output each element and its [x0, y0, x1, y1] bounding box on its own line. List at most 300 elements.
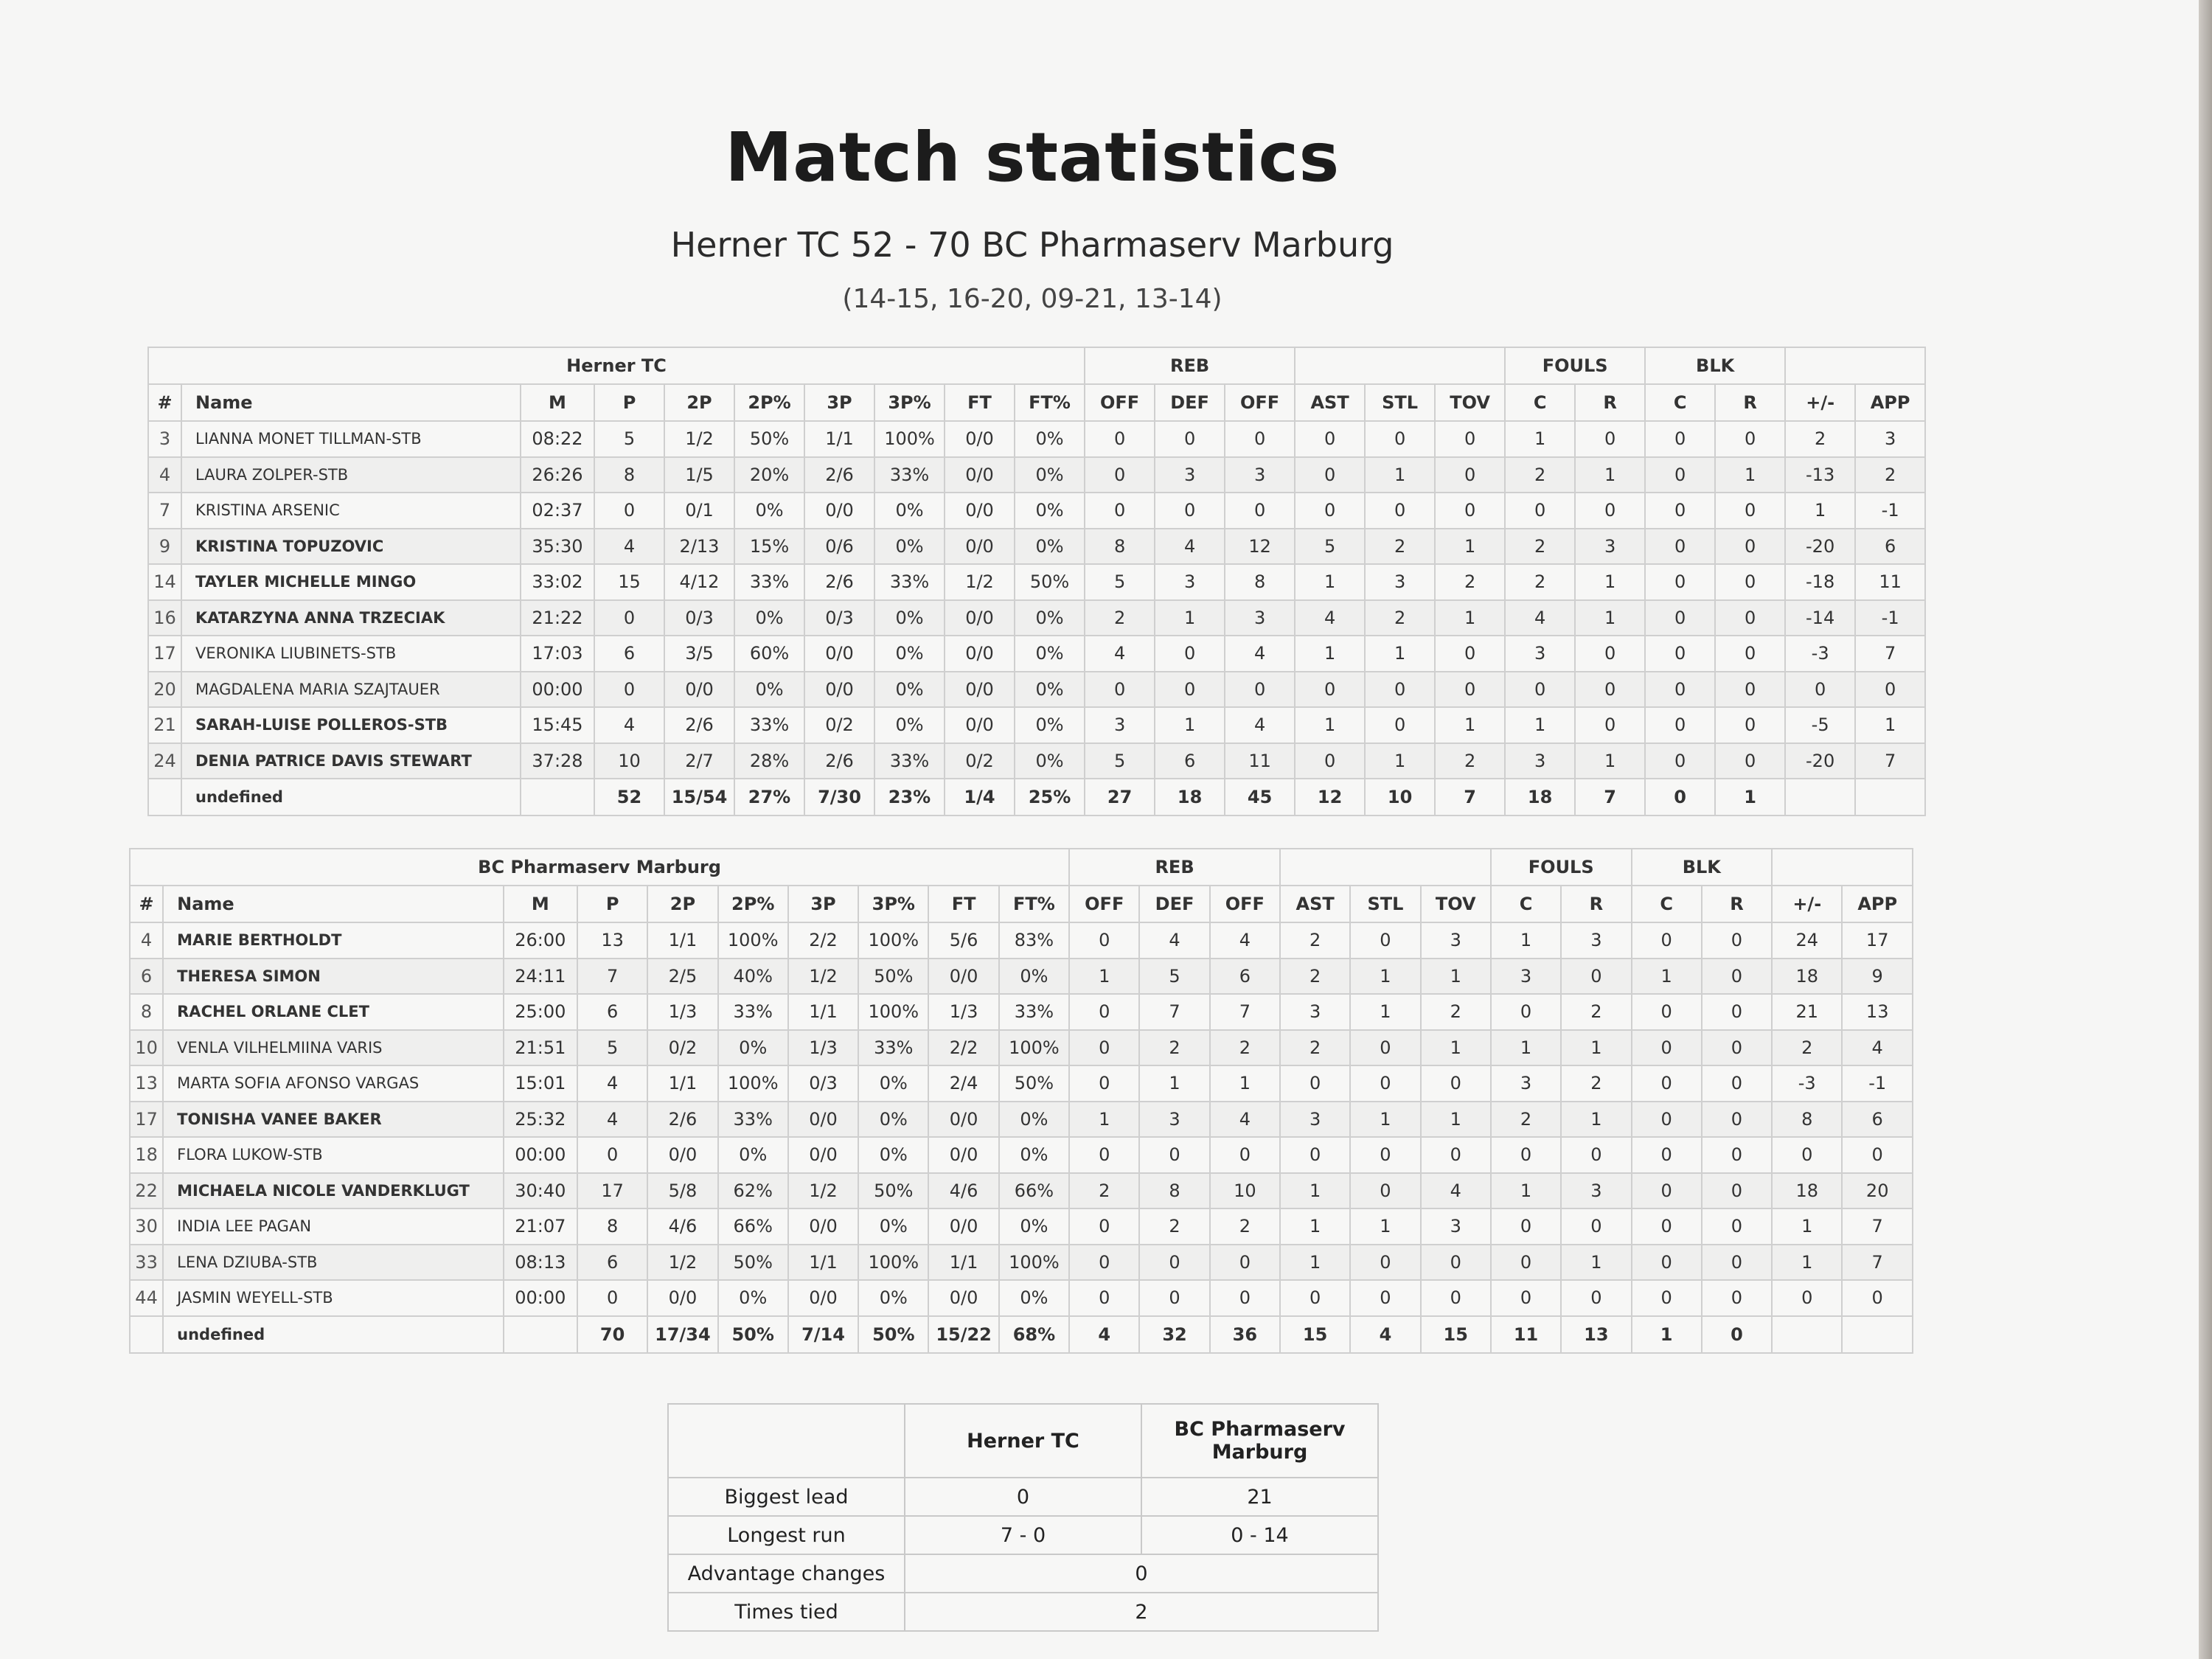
- total-tov: 7: [1435, 779, 1505, 815]
- cell-points: 5: [594, 421, 664, 457]
- column-header-3p-pct: 3P%: [874, 384, 945, 421]
- cell-plus-minus: 18: [1772, 1173, 1842, 1209]
- group-label-fouls: FOULS: [1491, 849, 1632, 886]
- cell-points: 13: [577, 922, 647, 959]
- match-summary-table: [667, 1403, 1379, 1632]
- cell-2p: 1/2: [647, 1245, 717, 1281]
- cell-stl: 0: [1350, 1065, 1420, 1102]
- cell-minutes: 21:22: [521, 600, 594, 636]
- cell-tov: 3: [1421, 922, 1491, 959]
- cell-ft: 0/0: [945, 707, 1015, 743]
- cell-points: 8: [577, 1208, 647, 1245]
- cell-3p-pct: 0%: [858, 1065, 928, 1102]
- cell-2p: 4/12: [664, 564, 734, 600]
- cell-points: 5: [577, 1030, 647, 1066]
- cell-num: 17: [148, 636, 181, 672]
- cell-3p-pct: 50%: [858, 1173, 928, 1209]
- player-row: [148, 421, 1925, 457]
- total-2p: 17/34: [647, 1316, 717, 1353]
- cell-plus-minus: 21: [1772, 994, 1842, 1030]
- group-label-reb: REB: [1069, 849, 1280, 886]
- cell-minutes: 26:00: [504, 922, 577, 959]
- cell-tov: 0: [1435, 672, 1505, 708]
- cell-reb-total: 4: [1225, 636, 1295, 672]
- cell-reb-def: 3: [1139, 1102, 1209, 1138]
- cell-name: KRISTINA ARSENIC: [181, 493, 521, 529]
- cell-fouls-c: 0: [1505, 493, 1575, 529]
- cell-reb-def: 0: [1155, 493, 1225, 529]
- cell-num: 7: [148, 493, 181, 529]
- cell-plus-minus: 0: [1772, 1137, 1842, 1173]
- cell-blk-c: 0: [1645, 707, 1715, 743]
- cell-3p-pct: 0%: [874, 493, 945, 529]
- cell-stl: 0: [1350, 1030, 1420, 1066]
- cell-blk-c: 0: [1632, 1102, 1702, 1138]
- cell-reb-total: 2: [1210, 1030, 1280, 1066]
- total-num: [148, 779, 181, 815]
- cell-fouls-c: 2: [1505, 457, 1575, 493]
- group-header-row: [130, 849, 1913, 886]
- column-header-ast: AST: [1295, 384, 1365, 421]
- cell-reb-def: 4: [1155, 529, 1225, 565]
- cell-fouls-r: 1: [1561, 1245, 1631, 1281]
- cell-ft-pct: 83%: [999, 922, 1069, 959]
- cell-ast: 3: [1280, 994, 1350, 1030]
- cell-minutes: 25:32: [504, 1102, 577, 1138]
- cell-blk-r: 0: [1715, 493, 1785, 529]
- cell-reb-off: 0: [1069, 1280, 1139, 1316]
- cell-app: 7: [1855, 636, 1925, 672]
- group-spacer: [1280, 849, 1491, 886]
- player-row: [148, 457, 1925, 493]
- cell-ast: 5: [1295, 529, 1365, 565]
- column-header-blk-r: R: [1702, 886, 1772, 922]
- cell-3p: 0/0: [788, 1137, 858, 1173]
- cell-fouls-r: 0: [1561, 959, 1631, 995]
- cell-stl: 0: [1365, 493, 1435, 529]
- player-row: [130, 994, 1913, 1030]
- page-title: Match statistics: [725, 118, 1340, 197]
- cell-2p-pct: 0%: [718, 1137, 788, 1173]
- cell-stl: 2: [1365, 529, 1435, 565]
- cell-reb-off: 0: [1069, 1245, 1139, 1281]
- cell-points: 0: [577, 1280, 647, 1316]
- cell-stl: 2: [1365, 600, 1435, 636]
- cell-2p-pct: 0%: [718, 1280, 788, 1316]
- player-row: [148, 743, 1925, 779]
- cell-minutes: 25:00: [504, 994, 577, 1030]
- cell-points: 6: [577, 994, 647, 1030]
- cell-num: 24: [148, 743, 181, 779]
- cell-app: 3: [1855, 421, 1925, 457]
- cell-3p-pct: 0%: [874, 600, 945, 636]
- cell-name: FLORA LUKOW-STB: [163, 1137, 504, 1173]
- cell-ft-pct: 0%: [999, 959, 1069, 995]
- cell-reb-off: 0: [1085, 493, 1155, 529]
- cell-3p: 1/1: [788, 1245, 858, 1281]
- cell-3p: 0/2: [804, 707, 874, 743]
- cell-stl: 1: [1350, 1102, 1420, 1138]
- cell-3p-pct: 0%: [858, 1208, 928, 1245]
- cell-2p-pct: 100%: [718, 922, 788, 959]
- cell-tov: 1: [1421, 1030, 1491, 1066]
- cell-fouls-r: 3: [1575, 529, 1645, 565]
- column-header-minutes: M: [504, 886, 577, 922]
- cell-ft-pct: 100%: [999, 1245, 1069, 1281]
- cell-minutes: 02:37: [521, 493, 594, 529]
- cell-fouls-c: 2: [1491, 1102, 1561, 1138]
- cell-ast: 0: [1295, 457, 1365, 493]
- cell-reb-total: 2: [1210, 1208, 1280, 1245]
- cell-minutes: 00:00: [521, 672, 594, 708]
- cell-2p: 1/1: [647, 1065, 717, 1102]
- player-row: [148, 672, 1925, 708]
- column-header-ft-pct: FT%: [999, 886, 1069, 922]
- column-header-blk-r: R: [1715, 384, 1785, 421]
- cell-reb-total: 12: [1225, 529, 1295, 565]
- cell-reb-total: 1: [1210, 1065, 1280, 1102]
- cell-ft: 0/0: [945, 493, 1015, 529]
- cell-name: THERESA SIMON: [163, 959, 504, 995]
- cell-ft: 0/0: [945, 421, 1015, 457]
- cell-fouls-c: 0: [1491, 994, 1561, 1030]
- cell-blk-c: 0: [1645, 636, 1715, 672]
- cell-ft-pct: 50%: [999, 1065, 1069, 1102]
- column-header-stl: STL: [1350, 886, 1420, 922]
- total-app: [1855, 779, 1925, 815]
- cell-reb-def: 5: [1139, 959, 1209, 995]
- cell-plus-minus: -14: [1785, 600, 1855, 636]
- cell-ast: 0: [1280, 1280, 1350, 1316]
- cell-points: 4: [577, 1065, 647, 1102]
- summary-corner-cell: [668, 1404, 905, 1478]
- cell-2p: 0/1: [664, 493, 734, 529]
- total-fouls-c: 18: [1505, 779, 1575, 815]
- cell-num: 33: [130, 1245, 163, 1281]
- cell-ast: 3: [1280, 1102, 1350, 1138]
- group-spacer: [1772, 849, 1913, 886]
- cell-reb-off: 0: [1069, 1137, 1139, 1173]
- cell-points: 4: [594, 707, 664, 743]
- cell-ft-pct: 0%: [1015, 672, 1085, 708]
- cell-fouls-c: 4: [1505, 600, 1575, 636]
- total-ft-pct: 68%: [999, 1316, 1069, 1353]
- column-header-name: Name: [181, 384, 521, 421]
- cell-2p: 2/6: [664, 707, 734, 743]
- cell-fouls-c: 3: [1491, 959, 1561, 995]
- cell-app: 0: [1855, 672, 1925, 708]
- cell-3p-pct: 100%: [858, 1245, 928, 1281]
- cell-ft-pct: 0%: [1015, 529, 1085, 565]
- cell-blk-c: 0: [1632, 1173, 1702, 1209]
- cell-ft: 0/0: [945, 529, 1015, 565]
- column-header-3p: 3P: [788, 886, 858, 922]
- cell-ft-pct: 0%: [1015, 707, 1085, 743]
- column-header-ft: FT: [928, 886, 998, 922]
- cell-ast: 0: [1295, 672, 1365, 708]
- cell-2p: 5/8: [647, 1173, 717, 1209]
- summary-away-team: [1141, 1404, 1378, 1478]
- cell-points: 0: [594, 672, 664, 708]
- cell-reb-total: 8: [1225, 564, 1295, 600]
- cell-fouls-r: 1: [1561, 1102, 1631, 1138]
- column-header-app: APP: [1855, 384, 1925, 421]
- total-blk-c: 0: [1645, 779, 1715, 815]
- total-num: [130, 1316, 163, 1353]
- cell-minutes: 30:40: [504, 1173, 577, 1209]
- cell-ft-pct: 66%: [999, 1173, 1069, 1209]
- cell-fouls-r: 0: [1561, 1137, 1631, 1173]
- cell-app: -1: [1842, 1065, 1913, 1102]
- cell-3p: 2/2: [788, 922, 858, 959]
- cell-blk-r: 0: [1715, 672, 1785, 708]
- cell-3p-pct: 33%: [874, 564, 945, 600]
- cell-3p-pct: 100%: [874, 421, 945, 457]
- player-row: [130, 959, 1913, 995]
- cell-reb-total: 0: [1210, 1245, 1280, 1281]
- cell-blk-r: 0: [1702, 1280, 1772, 1316]
- cell-reb-def: 7: [1139, 994, 1209, 1030]
- total-plus-minus: [1772, 1316, 1842, 1353]
- totals-row: [130, 1316, 1913, 1353]
- total-points: 70: [577, 1316, 647, 1353]
- cell-3p-pct: 0%: [874, 707, 945, 743]
- column-header-blk-c: C: [1645, 384, 1715, 421]
- cell-3p-pct: 33%: [858, 1030, 928, 1066]
- cell-3p-pct: 100%: [858, 994, 928, 1030]
- cell-name: MARTA SOFIA AFONSO VARGAS: [163, 1065, 504, 1102]
- cell-num: 14: [148, 564, 181, 600]
- cell-points: 6: [577, 1245, 647, 1281]
- cell-tov: 2: [1435, 743, 1505, 779]
- summary-label: Times tied: [668, 1593, 905, 1631]
- cell-tov: 1: [1435, 707, 1505, 743]
- cell-3p: 0/0: [788, 1102, 858, 1138]
- total-stl: 4: [1350, 1316, 1420, 1353]
- cell-ft: 0/0: [928, 1208, 998, 1245]
- cell-reb-total: 6: [1210, 959, 1280, 995]
- group-header-row: [148, 347, 1925, 384]
- cell-name: VERONIKA LIUBINETS-STB: [181, 636, 521, 672]
- cell-minutes: 21:07: [504, 1208, 577, 1245]
- cell-app: 0: [1842, 1137, 1913, 1173]
- cell-fouls-c: 1: [1491, 1173, 1561, 1209]
- cell-ft-pct: 0%: [999, 1280, 1069, 1316]
- cell-ast: 2: [1280, 959, 1350, 995]
- cell-ft-pct: 33%: [999, 994, 1069, 1030]
- player-row: [130, 1280, 1913, 1316]
- total-points: 52: [594, 779, 664, 815]
- cell-ft: 0/0: [945, 457, 1015, 493]
- cell-fouls-r: 0: [1575, 707, 1645, 743]
- column-header-reb-total: OFF: [1225, 384, 1295, 421]
- cell-app: 13: [1842, 994, 1913, 1030]
- cell-stl: 0: [1350, 1280, 1420, 1316]
- cell-blk-c: 0: [1632, 994, 1702, 1030]
- column-header-reb-total: OFF: [1210, 886, 1280, 922]
- cell-name: KRISTINA TOPUZOVIC: [181, 529, 521, 565]
- cell-ast: 1: [1280, 1208, 1350, 1245]
- cell-name: DENIA PATRICE DAVIS STEWART: [181, 743, 521, 779]
- player-row: [130, 1245, 1913, 1281]
- cell-stl: 1: [1365, 743, 1435, 779]
- cell-2p: 1/2: [664, 421, 734, 457]
- player-row: [148, 493, 1925, 529]
- total-minutes: [504, 1316, 577, 1353]
- cell-num: 3: [148, 421, 181, 457]
- cell-2p: 0/0: [647, 1137, 717, 1173]
- cell-app: -1: [1855, 600, 1925, 636]
- column-header-name: Name: [163, 886, 504, 922]
- cell-reb-off: 0: [1069, 1065, 1139, 1102]
- cell-ft: 1/1: [928, 1245, 998, 1281]
- total-stl: 10: [1365, 779, 1435, 815]
- cell-blk-r: 0: [1715, 564, 1785, 600]
- cell-ast: 0: [1295, 743, 1365, 779]
- cell-name: TONISHA VANEE BAKER: [163, 1102, 504, 1138]
- cell-app: 4: [1842, 1030, 1913, 1066]
- cell-3p: 0/0: [788, 1280, 858, 1316]
- cell-num: 9: [148, 529, 181, 565]
- column-header-2p: 2P: [664, 384, 734, 421]
- column-header-blk-c: C: [1632, 886, 1702, 922]
- cell-2p-pct: 0%: [734, 600, 804, 636]
- cell-2p: 3/5: [664, 636, 734, 672]
- cell-3p-pct: 33%: [874, 457, 945, 493]
- cell-plus-minus: -3: [1785, 636, 1855, 672]
- cell-app: -1: [1855, 493, 1925, 529]
- cell-2p: 2/7: [664, 743, 734, 779]
- total-plus-minus: [1785, 779, 1855, 815]
- cell-reb-total: 3: [1225, 600, 1295, 636]
- cell-fouls-c: 1: [1491, 922, 1561, 959]
- cell-ft: 0/0: [928, 1137, 998, 1173]
- cell-reb-def: 0: [1155, 672, 1225, 708]
- column-header-plus-minus: +/-: [1772, 886, 1842, 922]
- cell-reb-off: 0: [1069, 994, 1139, 1030]
- player-row: [148, 636, 1925, 672]
- total-ast: 15: [1280, 1316, 1350, 1353]
- cell-2p: 2/13: [664, 529, 734, 565]
- cell-blk-r: 0: [1702, 994, 1772, 1030]
- cell-app: 20: [1842, 1173, 1913, 1209]
- cell-ast: 1: [1280, 1245, 1350, 1281]
- cell-fouls-r: 0: [1575, 421, 1645, 457]
- cell-reb-off: 5: [1085, 564, 1155, 600]
- cell-fouls-c: 1: [1491, 1030, 1561, 1066]
- cell-blk-r: 0: [1702, 922, 1772, 959]
- cell-num: 10: [130, 1030, 163, 1066]
- cell-ft-pct: 50%: [1015, 564, 1085, 600]
- cell-ft-pct: 0%: [1015, 421, 1085, 457]
- cell-2p: 0/3: [664, 600, 734, 636]
- cell-blk-c: 0: [1632, 1030, 1702, 1066]
- cell-2p-pct: 33%: [734, 707, 804, 743]
- summary-away-team-line1: BC Pharmaserv: [1174, 1418, 1346, 1441]
- cell-2p-pct: 20%: [734, 457, 804, 493]
- summary-away-value: 21: [1141, 1478, 1378, 1516]
- cell-tov: 1: [1421, 959, 1491, 995]
- cell-reb-off: 1: [1069, 1102, 1139, 1138]
- player-row: [148, 600, 1925, 636]
- cell-tov: 0: [1435, 636, 1505, 672]
- cell-reb-def: 2: [1139, 1030, 1209, 1066]
- cell-2p-pct: 0%: [734, 672, 804, 708]
- column-header-num: #: [148, 384, 181, 421]
- cell-ft: 0/0: [928, 959, 998, 995]
- cell-plus-minus: 0: [1785, 672, 1855, 708]
- cell-fouls-c: 0: [1491, 1280, 1561, 1316]
- total-fouls-r: 7: [1575, 779, 1645, 815]
- cell-name: LIANNA MONET TILLMAN-STB: [181, 421, 521, 457]
- cell-3p-pct: 0%: [874, 636, 945, 672]
- cell-num: 18: [130, 1137, 163, 1173]
- cell-ft: 2/4: [928, 1065, 998, 1102]
- cell-plus-minus: -18: [1785, 564, 1855, 600]
- cell-reb-total: 0: [1225, 672, 1295, 708]
- column-header-2p-pct: 2P%: [718, 886, 788, 922]
- cell-2p: 1/1: [647, 922, 717, 959]
- cell-blk-r: 0: [1715, 529, 1785, 565]
- cell-reb-def: 0: [1155, 421, 1225, 457]
- column-header-tov: TOV: [1435, 384, 1505, 421]
- column-header-reb-off: OFF: [1085, 384, 1155, 421]
- cell-stl: 0: [1350, 922, 1420, 959]
- cell-app: 11: [1855, 564, 1925, 600]
- column-header-app: APP: [1842, 886, 1913, 922]
- column-header-ft: FT: [945, 384, 1015, 421]
- cell-blk-r: 0: [1702, 1102, 1772, 1138]
- total-blk-r: 0: [1702, 1316, 1772, 1353]
- column-header-fouls-c: C: [1505, 384, 1575, 421]
- cell-plus-minus: -20: [1785, 529, 1855, 565]
- cell-reb-def: 0: [1139, 1280, 1209, 1316]
- group-spacer: [1295, 347, 1505, 384]
- cell-blk-r: 0: [1715, 636, 1785, 672]
- cell-stl: 0: [1350, 1245, 1420, 1281]
- cell-3p-pct: 100%: [858, 922, 928, 959]
- column-header-ft-pct: FT%: [1015, 384, 1085, 421]
- cell-2p-pct: 100%: [718, 1065, 788, 1102]
- cell-stl: 0: [1350, 1137, 1420, 1173]
- cell-app: 1: [1855, 707, 1925, 743]
- cell-name: LENA DZIUBA-STB: [163, 1245, 504, 1281]
- summary-row-longest-run: [668, 1516, 1378, 1554]
- total-app: [1842, 1316, 1913, 1353]
- cell-ft: 1/2: [945, 564, 1015, 600]
- player-row: [130, 1102, 1913, 1138]
- cell-plus-minus: 1: [1785, 493, 1855, 529]
- cell-plus-minus: 1: [1772, 1208, 1842, 1245]
- team-name: BC Pharmaserv Marburg: [130, 849, 1069, 886]
- cell-name: TAYLER MICHELLE MINGO: [181, 564, 521, 600]
- cell-3p-pct: 0%: [858, 1280, 928, 1316]
- cell-reb-def: 0: [1139, 1137, 1209, 1173]
- total-blk-c: 1: [1632, 1316, 1702, 1353]
- cell-ast: 4: [1295, 600, 1365, 636]
- total-reb-total: 36: [1210, 1316, 1280, 1353]
- cell-fouls-r: 0: [1575, 672, 1645, 708]
- cell-blk-c: 0: [1645, 529, 1715, 565]
- total-reb-def: 32: [1139, 1316, 1209, 1353]
- summary-shared-value: 2: [905, 1593, 1378, 1631]
- cell-ft-pct: 0%: [1015, 493, 1085, 529]
- cell-reb-def: 3: [1155, 564, 1225, 600]
- cell-tov: 1: [1421, 1102, 1491, 1138]
- cell-reb-total: 4: [1225, 707, 1295, 743]
- cell-reb-def: 2: [1139, 1208, 1209, 1245]
- cell-points: 17: [577, 1173, 647, 1209]
